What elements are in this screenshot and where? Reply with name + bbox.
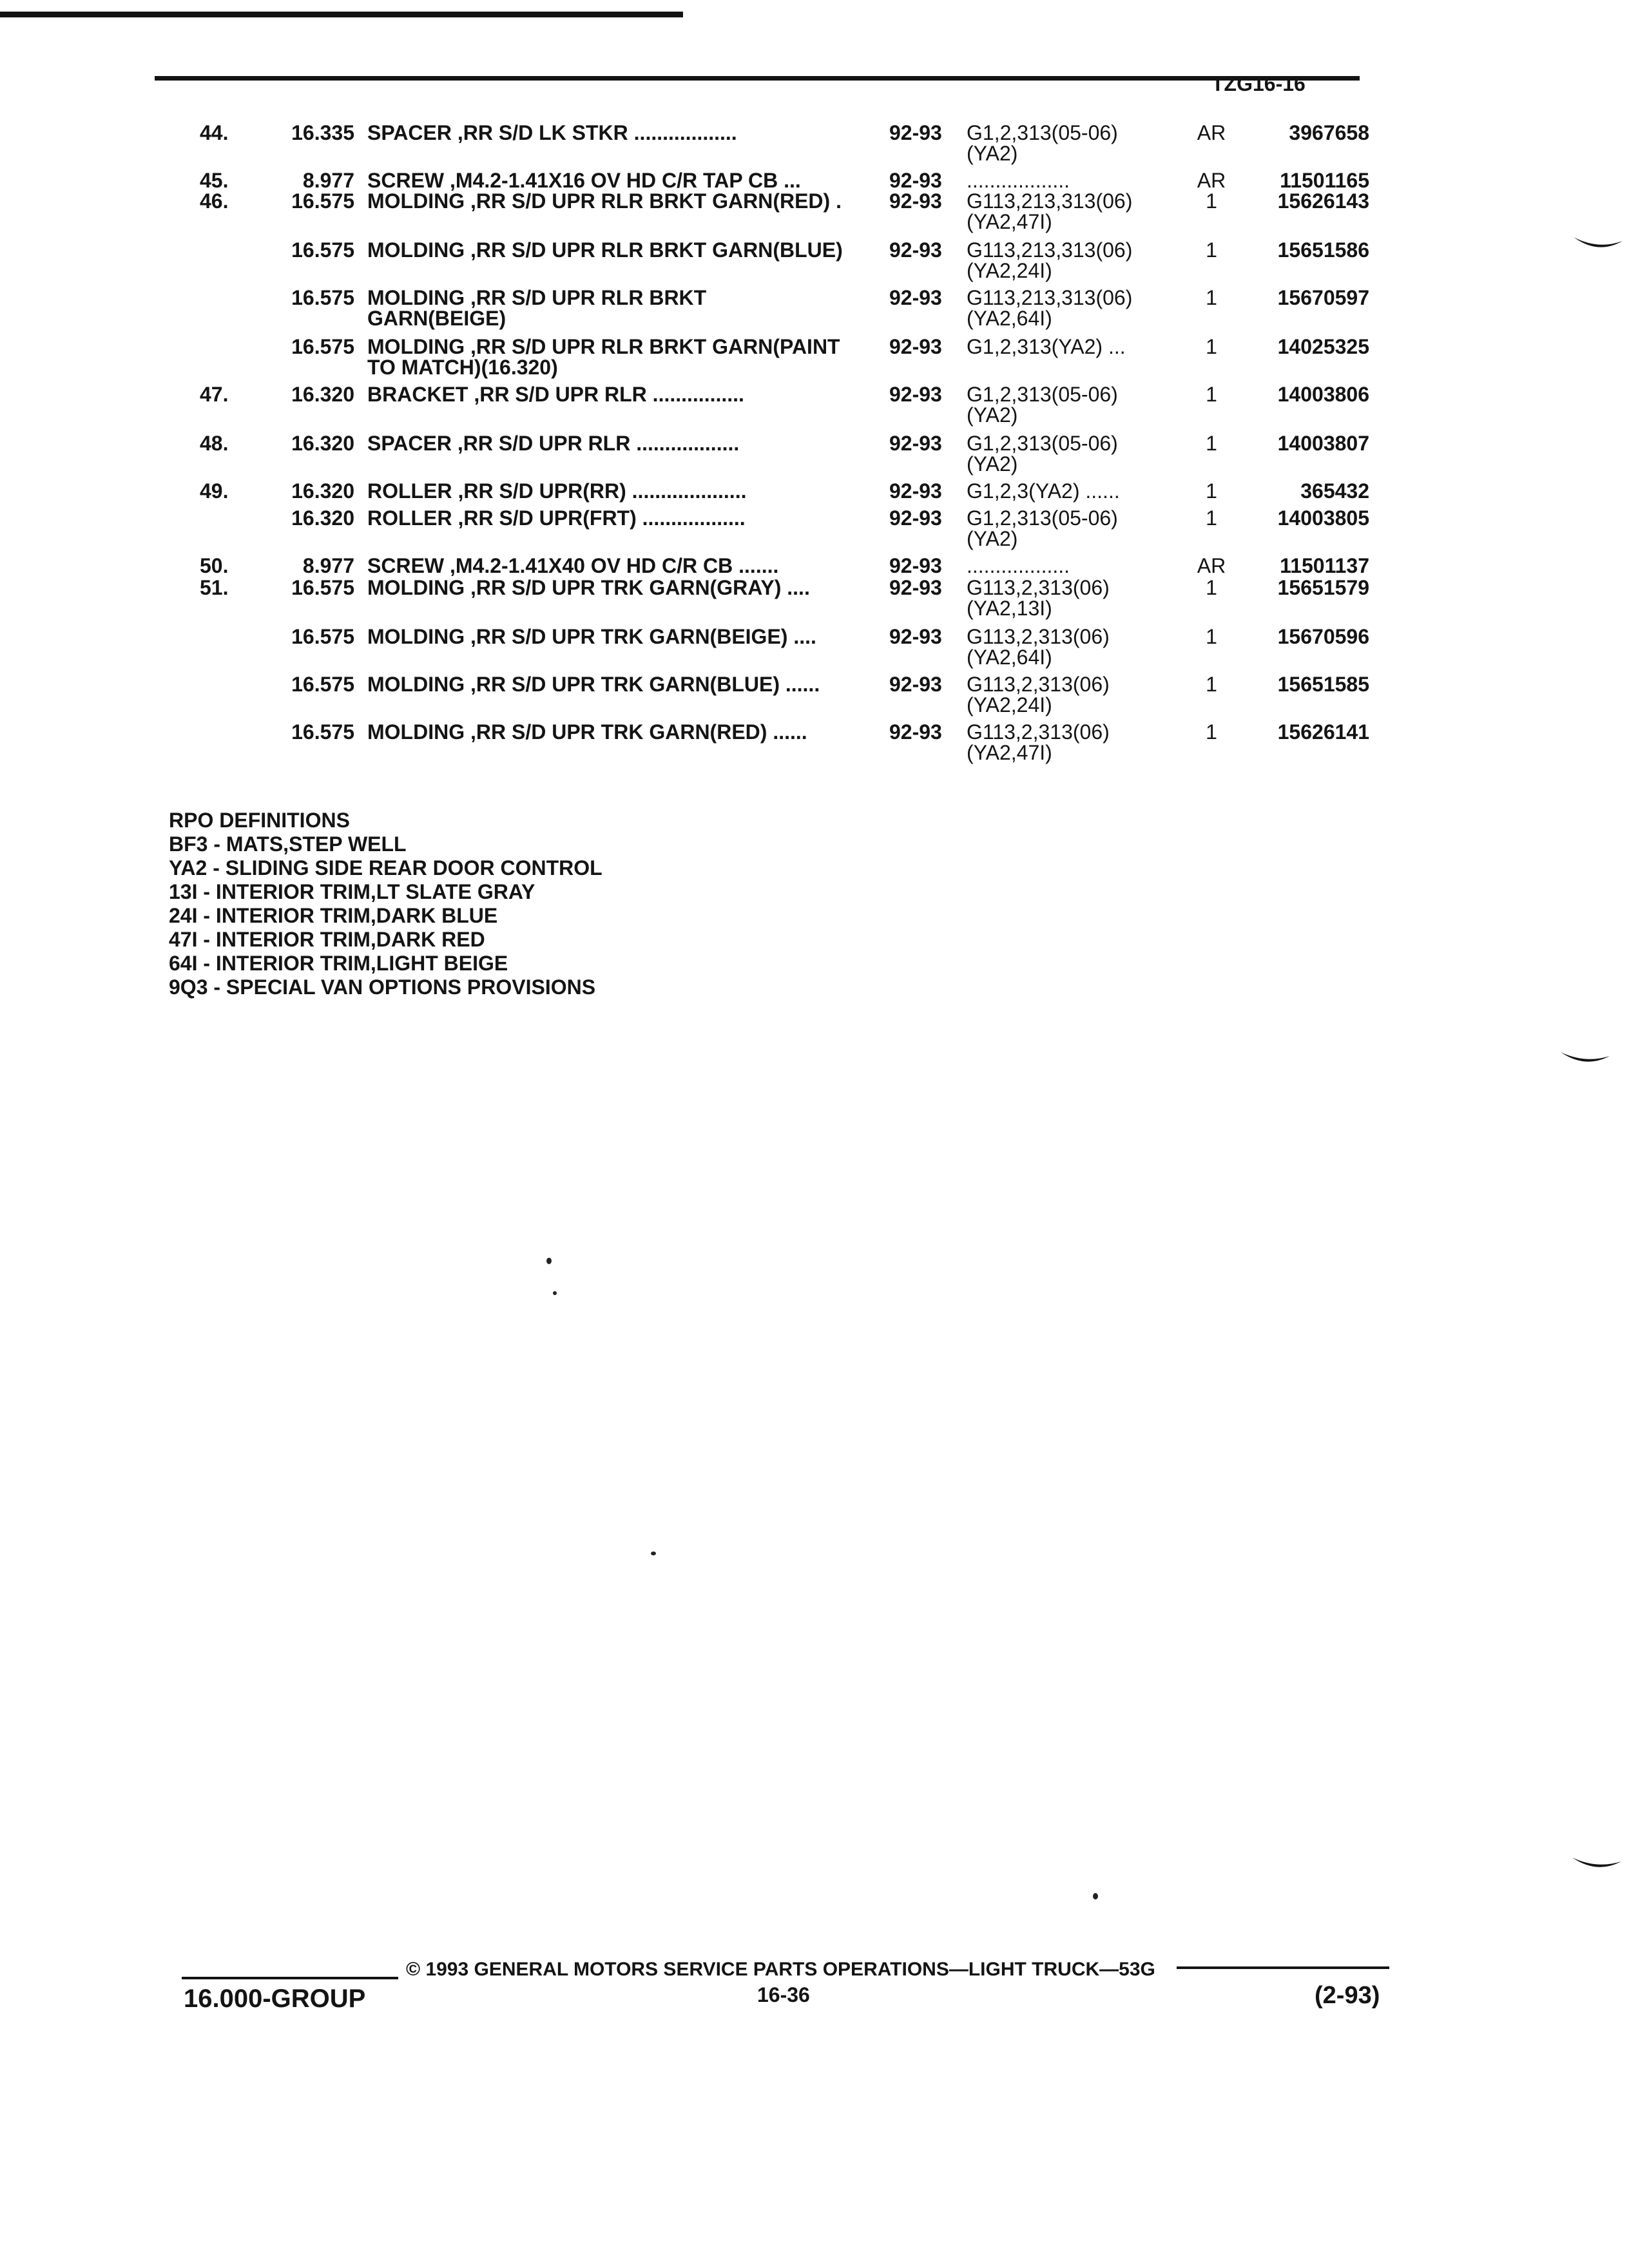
item-number: 50. [200,554,229,577]
rpo-item: 64I - INTERIOR TRIM,LIGHT BEIGE [169,952,508,975]
page-id: TZG16-16 [1211,72,1306,95]
part-description-detail: ,RR S/D UPR RLR ................ [468,383,744,406]
part-name: MOLDING [367,673,465,696]
item-number: 51. [200,576,229,599]
rpo-definitions [169,809,602,999]
group-number: 16.575 [291,673,354,696]
footer-rule-left [182,1977,398,1979]
quantity: AR [1197,121,1226,144]
part-row [0,506,1629,532]
rpo-item: 9Q3 - SPECIAL VAN OPTIONS PROVISIONS [169,975,596,999]
speck-icon [1093,1893,1098,1899]
quantity: 1 [1206,673,1217,696]
part-name: SPACER [367,121,452,144]
part-name: ROLLER [367,479,452,503]
model-usage-continued: (YA2,64I) [967,307,1052,330]
part-name: SPACER [367,432,452,455]
group-number: 16.320 [291,432,354,455]
part-description-detail: ,RR S/D UPR RLR BRKT GARN(PAINT [465,335,840,358]
item-number: 49. [200,479,229,503]
part-description [367,432,883,456]
part-description [367,673,883,697]
part-number: 15626143 [1277,189,1369,213]
part-number: 15670596 [1277,625,1369,648]
part-description-detail: ,RR S/D UPR TRK GARN(GRAY) .... [465,576,810,599]
model-usage: G1,2,3(YA2) ...... [967,479,1120,503]
model-usage: G113,2,313(06) [967,673,1110,696]
model-usage-continued: (YA2) [967,452,1018,476]
footer-page-number: 16-36 [757,1983,810,2006]
group-number: 16.320 [291,479,354,503]
part-number: 14003806 [1277,383,1369,406]
model-usage: G1,2,313(05-06) [967,121,1118,144]
part-number: 15651579 [1277,576,1369,599]
part-number: 15670597 [1277,286,1369,309]
rpo-item: 47I - INTERIOR TRIM,DARK RED [169,928,485,951]
part-row [0,576,1629,602]
part-description [367,554,883,578]
quantity: 1 [1206,576,1217,599]
part-number: 15626141 [1277,720,1369,744]
part-name: MOLDING [367,238,465,262]
part-description [367,238,883,262]
model-years: 92-93 [889,383,942,406]
speck-icon [553,1291,557,1295]
model-years: 92-93 [889,625,942,648]
model-years: 92-93 [889,169,942,192]
part-description [367,506,883,530]
part-description-detail: ,RR S/D UPR RLR BRKT GARN(RED) . [465,189,842,213]
quantity: 1 [1206,625,1217,648]
part-number: 15651585 [1277,673,1369,696]
part-number: 14025325 [1277,335,1369,358]
group-number: 16.575 [291,576,354,599]
part-number: 14003805 [1277,506,1369,530]
part-number: 15651586 [1277,238,1369,262]
part-description [367,479,883,503]
group-number: 16.320 [291,506,354,530]
model-usage: G1,2,313(05-06) [967,383,1118,406]
model-usage: .................. [967,169,1070,192]
quantity: 1 [1206,432,1217,455]
model-usage: .................. [967,554,1070,577]
group-number: 16.335 [291,121,354,144]
part-description [367,720,883,744]
part-description-detail: ,RR S/D UPR(FRT) .................. [452,506,746,530]
part-number: 11501137 [1280,554,1369,577]
top-edge-rule [0,12,683,17]
part-description [367,383,883,407]
quantity: 1 [1206,506,1217,530]
quantity: 1 [1206,189,1217,213]
part-description-detail: ,RR S/D UPR TRK GARN(RED) ...... [465,720,807,744]
model-usage-continued: (YA2,47I) [967,210,1052,233]
part-name: MOLDING [367,576,465,599]
quantity: 1 [1206,238,1217,262]
group-number: 16.575 [291,238,354,262]
speck-icon [546,1258,552,1264]
part-description-detail: ,RR S/D UPR RLR .................. [451,432,740,455]
quantity: 1 [1206,479,1217,503]
model-usage-continued: (YA2,24I) [967,259,1052,282]
model-years: 92-93 [889,479,942,503]
footer-group: 16.000-GROUP [184,1984,366,2013]
part-row [0,189,1629,215]
model-usage-continued: (YA2,24I) [967,693,1052,716]
part-name: MOLDING [367,720,465,744]
model-years: 92-93 [889,286,942,309]
rpo-item: 24I - INTERIOR TRIM,DARK BLUE [169,904,498,927]
part-description-detail: ,RR S/D UPR RLR BRKT [465,286,707,309]
model-usage: G1,2,313(05-06) [967,506,1118,530]
part-row [0,625,1629,651]
part-description-detail: ,RR S/D LK STKR .................. [451,121,737,144]
speck-icon [651,1552,656,1555]
group-number: 16.575 [291,335,354,358]
group-number: 16.575 [291,189,354,213]
part-name: MOLDING [367,335,465,358]
part-row [0,432,1629,457]
quantity: AR [1197,169,1226,192]
quantity: 1 [1206,286,1217,309]
item-number: 45. [200,169,229,192]
header-rule [155,76,1360,81]
binder-mark-icon [1572,232,1624,258]
part-description [367,625,883,649]
model-usage: G113,2,313(06) [967,576,1110,599]
model-years: 92-93 [889,238,942,262]
item-number: 48. [200,432,229,455]
part-description-detail: ,M4.2-1.41X40 OV HD C/R CB ....... [444,554,779,577]
model-usage: G113,213,313(06) [967,189,1133,213]
model-years: 92-93 [889,554,942,577]
item-number: 47. [200,383,229,406]
model-usage: G113,213,313(06) [967,238,1133,262]
item-number: 44. [200,121,229,144]
model-years: 92-93 [889,432,942,455]
model-years: 92-93 [889,720,942,744]
part-name: MOLDING [367,625,465,648]
quantity: 1 [1206,335,1217,358]
part-row [0,720,1629,746]
part-description-detail: ,RR S/D UPR TRK GARN(BLUE) ...... [465,673,820,696]
group-number: 8.977 [302,169,354,192]
part-row [0,286,1629,312]
part-number: 365432 [1300,479,1369,503]
part-name: BRACKET [367,383,468,406]
quantity: 1 [1206,720,1217,744]
footer-rule-right [1177,1966,1389,1969]
model-usage: G113,2,313(06) [967,625,1110,648]
rpo-item: YA2 - SLIDING SIDE REAR DOOR CONTROL [169,856,602,879]
rpo-item: 13I - INTERIOR TRIM,LT SLATE GRAY [169,880,535,903]
part-number: 14003807 [1277,432,1369,455]
part-name: MOLDING [367,189,465,213]
model-usage-continued: (YA2,47I) [967,741,1052,764]
part-description-detail: ,RR S/D UPR(RR) .................... [452,479,747,503]
model-years: 92-93 [889,189,942,213]
model-usage-continued: (YA2) [967,527,1018,550]
part-description-detail: ,RR S/D UPR TRK GARN(BEIGE) .... [465,625,816,648]
group-number: 16.575 [291,286,354,309]
binder-mark-icon [1559,1047,1611,1073]
part-name: MOLDING [367,286,465,309]
part-description [367,121,883,145]
model-usage: G113,2,313(06) [967,720,1110,744]
model-usage-continued: (YA2) [967,142,1018,165]
part-description [367,576,883,600]
model-years: 92-93 [889,506,942,530]
model-usage-continued: (YA2,64I) [967,646,1052,669]
part-description-continued: GARN(BEIGE) [367,307,506,330]
rpo-title: RPO DEFINITIONS [169,809,350,832]
part-number: 3967658 [1289,121,1369,144]
model-usage-continued: (YA2,13I) [967,597,1052,620]
part-row [0,383,1629,408]
group-number: 16.575 [291,625,354,648]
model-usage: G1,2,313(YA2) ... [967,335,1126,358]
part-row [0,673,1629,698]
part-description-detail: ,M4.2-1.41X16 OV HD C/R TAP CB ... [444,169,801,192]
part-description-detail: ,RR S/D UPR RLR BRKT GARN(BLUE) [465,238,843,262]
group-number: 16.320 [291,383,354,406]
footer-copyright: © 1993 GENERAL MOTORS SERVICE PARTS OPERATIONS—LIGHT TRUCK—53G [406,1959,1155,1980]
quantity: 1 [1206,383,1217,406]
model-years: 92-93 [889,335,942,358]
part-name: SCREW [367,554,445,577]
model-usage: G1,2,313(05-06) [967,432,1118,455]
model-usage: G113,213,313(06) [967,286,1133,309]
model-years: 92-93 [889,121,942,144]
part-name: SCREW [367,169,445,192]
part-row [0,238,1629,264]
part-row [0,335,1629,361]
binder-mark-icon [1571,1852,1623,1878]
model-years: 92-93 [889,673,942,696]
quantity: AR [1197,554,1226,577]
part-number: 11501165 [1280,169,1369,192]
part-row [0,479,1629,505]
item-number: 46. [200,189,229,213]
model-usage-continued: (YA2) [967,403,1018,427]
part-description-continued: TO MATCH)(16.320) [367,356,558,379]
model-years: 92-93 [889,576,942,599]
rpo-item: BF3 - MATS,STEP WELL [169,832,407,856]
part-description [367,189,883,213]
part-row [0,121,1629,147]
footer-date: (2-93) [1315,1982,1380,2009]
group-number: 8.977 [302,554,354,577]
part-name: ROLLER [367,506,452,530]
group-number: 16.575 [291,720,354,744]
